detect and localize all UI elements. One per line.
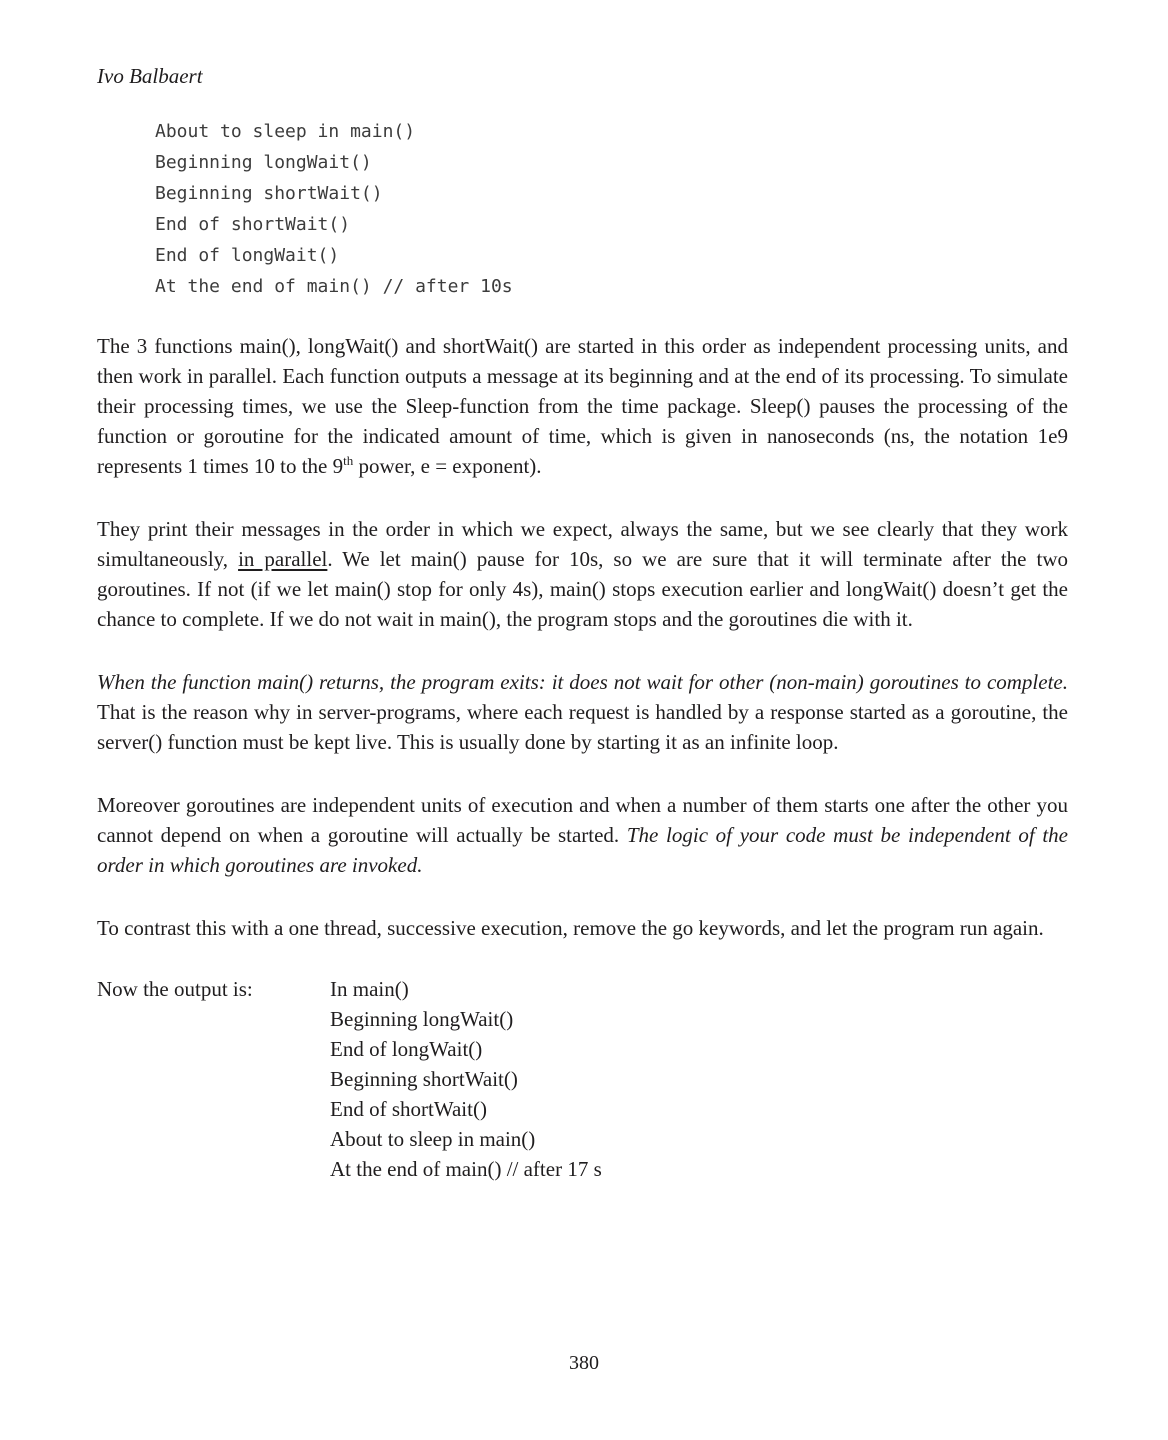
paragraph-functions-started xyxy=(97,331,1068,481)
output-intro-label: Now the output is: xyxy=(97,977,253,1001)
paragraph-contrast-one-thread xyxy=(97,913,1068,943)
text-segment: The logic of your code must be independent of the order in which goroutines are invoked. xyxy=(97,823,1068,877)
output-line: Beginning longWait() xyxy=(330,1007,514,1031)
output-line: At the end of main() // after 17 s xyxy=(330,1157,602,1181)
text-segment: They print their messages in the order in which we expect, always the same, but we see clearly that they work simultaneously, xyxy=(97,517,1068,571)
text-segment: in parallel xyxy=(238,547,328,571)
sequential-output-section xyxy=(97,974,1068,1184)
text-segment: That is the reason why in server-programs, where each request is handled by a response started as a goroutine, the server() function must be kept live. This is usually done by starting it as an infinite loop. xyxy=(97,700,1068,754)
text-segment: . We let main() pause for 10s, so we are sure that it will terminate after the two goroutines. If not (if we let main() stop for only 4s), main() stops execution earlier and longWait() doesn’t get the chance to complete. If we do not wait in main(), the program stops and the goroutines die with it. xyxy=(97,547,1069,631)
text-segment: th xyxy=(343,453,354,468)
output-line: End of longWait() xyxy=(330,1037,483,1061)
running-header-author: Ivo Balbaert xyxy=(97,64,203,88)
program-output-block-parallel xyxy=(155,116,1068,302)
paragraph-main-returns xyxy=(97,667,1068,757)
text-segment: The 3 functions main(), longWait() and shortWait() are started in this order as independent processing units, and then work in parallel. Each function outputs a message at its beginning and at the end of its processing. To simulate their processing times, we use the Sleep-function from the time package. Sleep() pauses the processing of the function or goroutine for the indicated amount of time, which is given in nanoseconds (ns, the notation 1e9 represents 1 times 10 to the 9 xyxy=(97,334,1068,478)
text-segment: To contrast this with a one thread, successive execution, remove the go keywords, and let the program run again. xyxy=(97,916,1044,940)
output-line: Beginning shortWait() xyxy=(330,1067,518,1091)
program-output-block-sequential xyxy=(330,974,602,1184)
code-line: Beginning shortWait() xyxy=(155,183,383,204)
output-line: In main() xyxy=(330,977,409,1001)
code-line: At the end of main() // after 10s xyxy=(155,276,513,297)
paragraph-print-order xyxy=(97,514,1068,634)
code-line: About to sleep in main() xyxy=(155,121,416,142)
text-segment: When the function main() returns, the program exits: it does not wait for other (non-main) goroutines to complete. xyxy=(97,670,1068,694)
text-segment: Moreover goroutines are independent units of execution and when a number of them starts one after the other you cannot depend on when a goroutine will actually be started. xyxy=(97,793,1068,847)
text-segment: power, e = exponent). xyxy=(353,454,542,478)
paragraph-independent-units xyxy=(97,790,1068,880)
code-line: Beginning longWait() xyxy=(155,152,372,173)
output-line: End of shortWait() xyxy=(330,1097,487,1121)
page-number: 380 xyxy=(569,1352,599,1374)
code-line: End of longWait() xyxy=(155,245,340,266)
code-line: End of shortWait() xyxy=(155,214,351,235)
output-line: About to sleep in main() xyxy=(330,1127,536,1151)
